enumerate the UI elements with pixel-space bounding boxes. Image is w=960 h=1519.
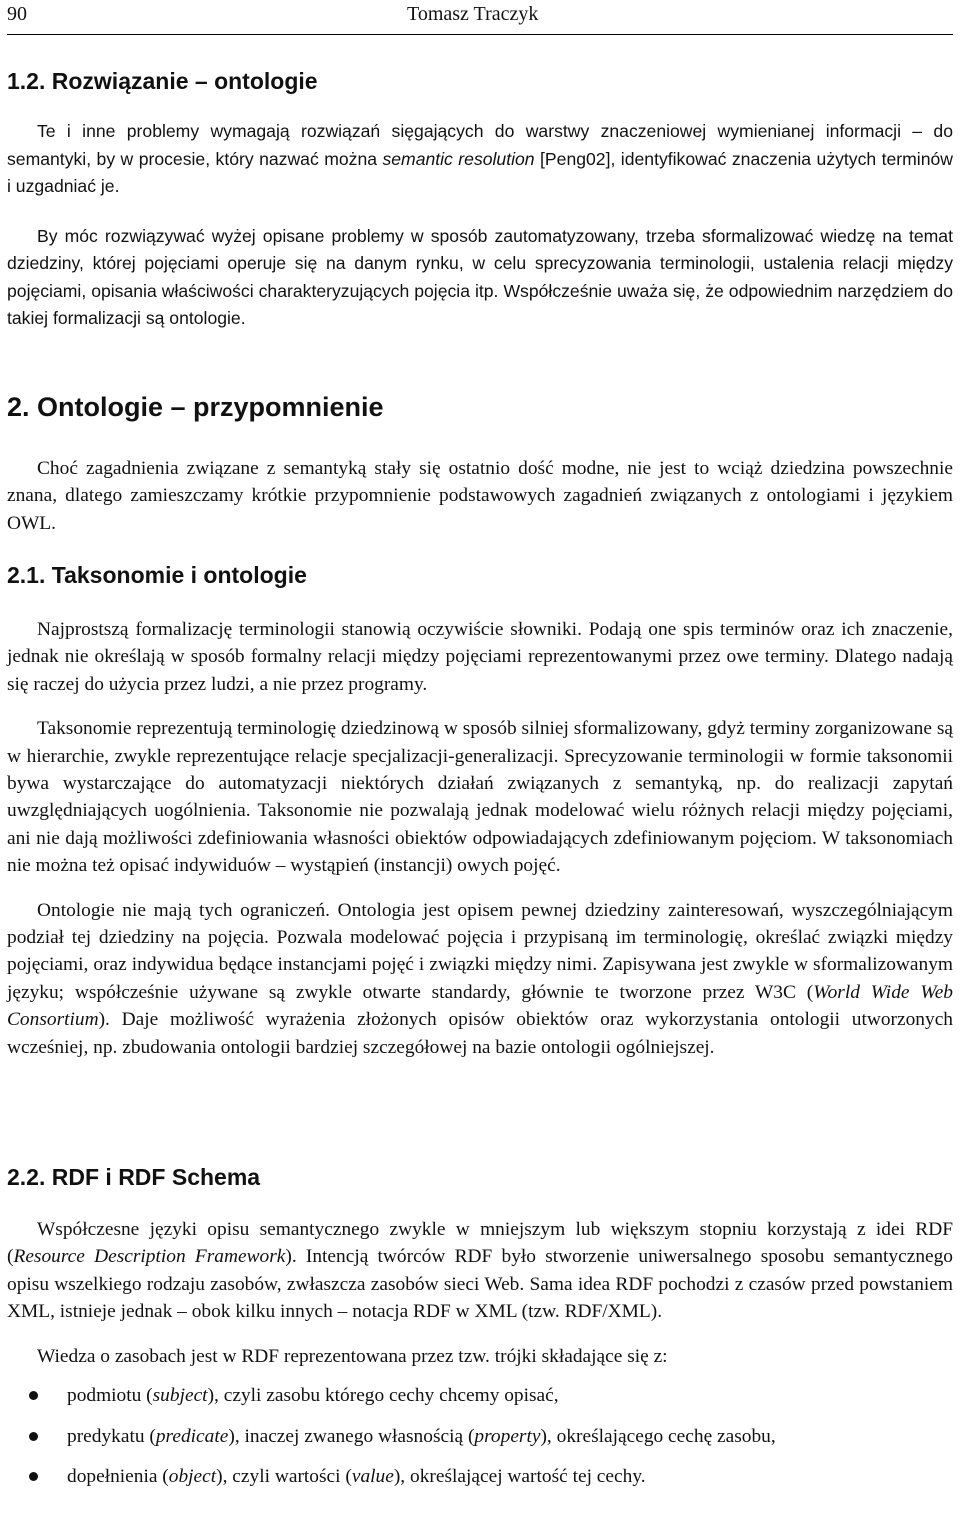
section-heading: 2.1. Taksonomie i ontologie [7,562,307,588]
paragraph: Wiedza o zasobach jest w RDF reprezentowana przez tzw. trójki składające się z: [37,1345,668,1367]
page-number: 90 [7,3,27,25]
section-heading: 2.2. RDF i RDF Schema [7,1164,261,1190]
bullet-icon [29,1391,38,1400]
bullet-list [7,1382,953,1504]
list-item: predykatu (predicate), inaczej zwanego własnością (property), określającego cechę zasobu, [7,1423,953,1464]
paragraph: Choć zagadnienia związane z semantyką stały się ostatnio dość modne, nie jest to wciąż dziedzina powszechnie znana, dlatego zamieszczamy krótkie przypomnienie podstawowych zagadnień związanych z ontologiami i językiem OWL. [7,458,953,534]
running-header [7,0,953,35]
paragraph: Współczesne języki opisu semantycznego zwykle w mniejszym lub większym stopniu korzystają z idei RDF (Resource Description Framework). Intencją twórców RDF było stworzenie uniwersalnego sposobu semantycznego opisu wszelkiego rodzaju zasobów, zwłaszcza zasobów sieci Web. Sama idea RDF pochodzi z czasów przed powstaniem XML, istnieje jednak – obok kilku innych – notacja RDF w XML (tzw. RDF/XML). [7,1219,954,1323]
paragraph: Ontologie nie mają tych ograniczeń. Ontologia jest opisem pewnej dziedziny zainteresowań, wyszczególniającym podział tej dziedziny na pojęcia. Pozwala modelować pojęcia i przypisaną im terminologię, określać związki między pojęciami, oraz indywidua będące instancjami pojęć i związki między nimi. Zapisywana jest zwykle w sformalizowanym języku; współcześnie używane są zwykle otwarte standardy, głównie te tworzone przez W3C (World Wide Web Consortium). Daje możliwość wyrażenia złożonych opisów obiektów oraz wykorzystania ontologii utworzonych wcześniej, np. zbudowania ontologii bardziej szczegółowej na bazie ontologii ogólniejszej. [7,899,954,1058]
bullet-icon [29,1472,38,1481]
section-2-2-body [7,1216,953,1504]
page [7,0,954,1488]
section-2-2 [7,1164,953,1191]
paragraph: By móc rozwiązywać wyżej opisane problemy w sposób zautomatyzowany, trzeba sformalizować wiedzę na temat dziedziny, której pojęciami operuje się na danym rynku, w celu sprecyzowania terminologii, ustalenia relacji między pojęciami, opisania właściwości charakteryzujących pojęcia itp. Współcześnie uważa się, że odpowiednim narzędziem do takiej formalizacji są ontologie. [7,225,953,328]
section-2 [7,392,953,423]
section-1-2-body [7,118,953,332]
section-2-1-body [7,616,953,1061]
list-item: podmiotu (subject), czyli zasobu którego cechy chcemy opisać, [7,1382,953,1423]
section-2-body [7,455,953,537]
paragraph: Najprostszą formalizację terminologii stanowią oczywiście słowniki. Podają one spis terminów oraz ich znaczenie, jednak nie określają w sposób formalny relacji między pojęciami reprezentowanymi przez owe terminy. Dlatego nadają się raczej do użycia przez ludzi, a nie przez programy. [7,619,953,695]
paragraph: Te i inne problemy wymagają rozwiązań sięgających do warstwy znaczeniowej wymienianej informacji – do semantyki, by w procesie, który nazwać można semantic resolution [Peng02], identyfikować znaczenia użytych terminów i uzgadniać je. [7,121,953,197]
section-heading: 1.2. Rozwiązanie – ontologie [7,68,318,94]
section-heading: 2. Ontologie – przypomnienie [7,392,384,422]
section-1-2 [7,68,953,95]
list-item: dopełnienia (object), czyli wartości (value), określającej wartość tej cechy. [7,1463,953,1504]
bullet-icon [29,1432,38,1441]
section-2-1 [7,562,953,589]
running-author: Tomasz Traczyk [407,3,539,25]
paragraph: Taksonomie reprezentują terminologię dziedzinową w sposób silniej sformalizowany, gdyż terminy zorganizowane są w hierarchie, zwykle reprezentujące relacje specjalizacji-generalizacji. Sprecyzowanie terminologii w formie taksonomii bywa wystarczające do automatyzacji niektórych działań związanych z semantyką, np. do realizacji zapytań uwzględniających uogólnienia. Taksonomie nie pozwalają jednak modelować wielu różnych relacji między pojęciami, ani nie dają możliwości zdefiniowania własności obiektów odpowiadających zdefiniowanym pojęciom. W taksonomiach nie można też opisać indywiduów – wystąpień (instancji) owych pojęć. [7,718,953,877]
